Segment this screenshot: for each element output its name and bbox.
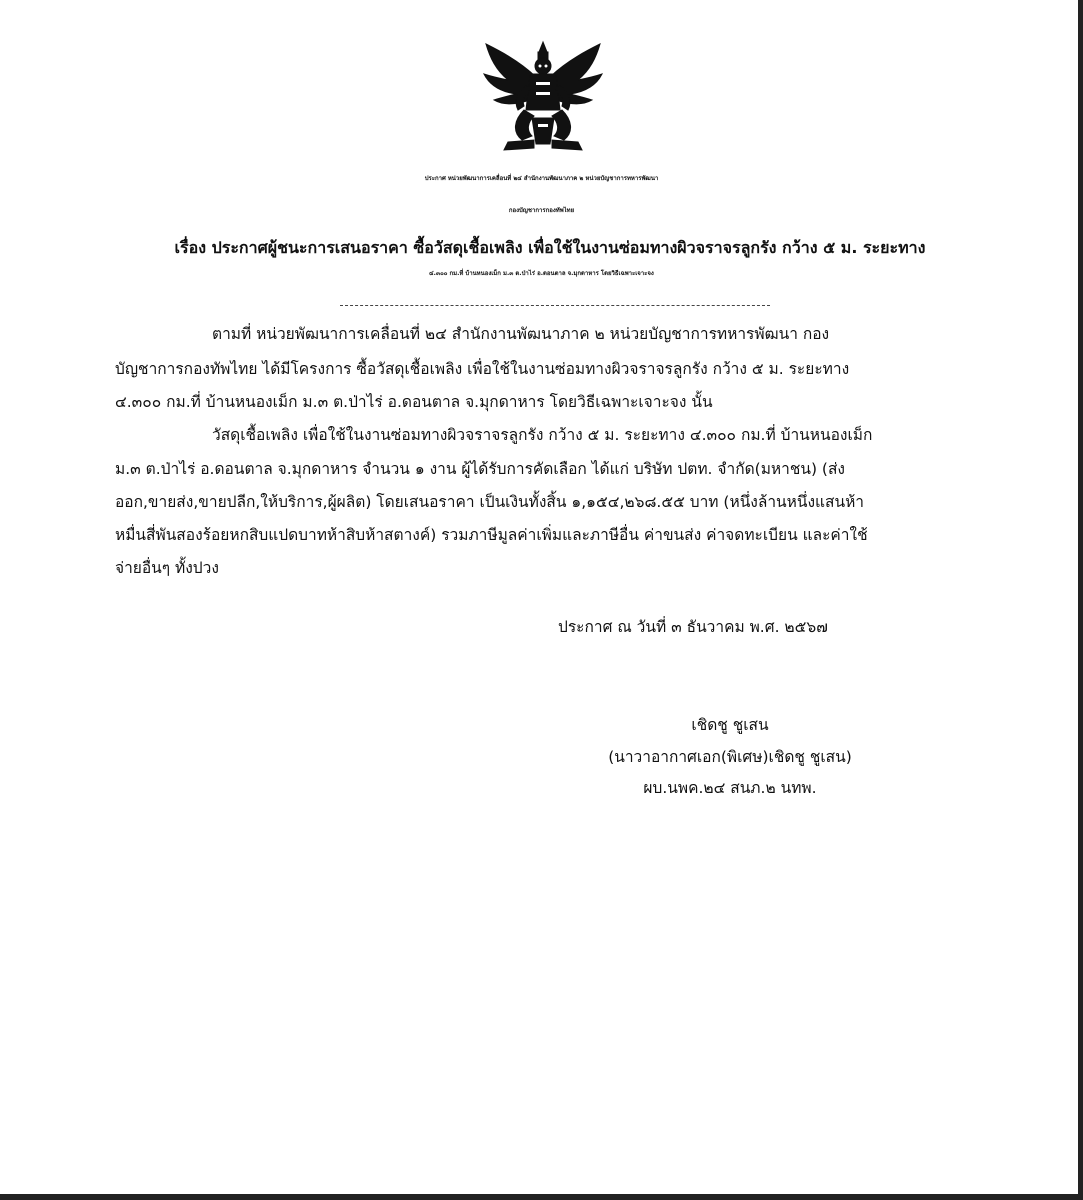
- header-line-4: ๔.๓๐๐ กม.ที่ บ้านหนองเม็ก ม.๓ ต.ป่าไร่ อ.ดอนตาล จ.มุกดาหาร โดยวิธีเฉพาะเจาะจง: [429, 270, 654, 277]
- paragraph-1-line-2: บัญชาการกองทัพไทย ได้มีโครงการ ซื้อวัสดุเชื้อเพลิง เพื่อใช้ในงานซ่อมทางผิวจราจรลูกรัง กว้าง ๕ ม. ระยะทาง: [115, 360, 850, 378]
- paragraph-2-line-2: ม.๓ ต.ป่าไร่ อ.ดอนตาล จ.มุกดาหาร จำนวน ๑ งาน ผู้ได้รับการคัดเลือก ได้แก่ บริษัท ปตท. จำกัด(มหาชน) (ส่ง: [115, 460, 845, 478]
- paragraph-1-line-1: ตามที่ หน่วยพัฒนาการเคลื่อนที่ ๒๔ สำนักงานพัฒนาภาค ๒ หน่วยบัญชาการทหารพัฒนา กอง: [212, 325, 830, 343]
- paragraph-2-line-3: ออก,ขายส่ง,ขายปลีก,ให้บริการ,ผู้ผลิต) โดยเสนอราคา เป็นเงินทั้งสิ้น ๑,๑๕๔,๒๖๘.๕๕ บาท (หนึ่งล้านหนึ่งแสนห้า: [115, 493, 865, 511]
- paragraph-2-line-5: จ่ายอื่นๆ ทั้งปวง: [115, 559, 219, 577]
- scan-border-right: [1078, 0, 1083, 1200]
- header-line-1: ประกาศ หน่วยพัฒนาการเคลื่อนที่ ๒๔ สำนักงานพัฒนาภาค ๒ หน่วยบัญชาการทหารพัฒนา: [424, 175, 659, 182]
- signature-name: เชิดชู ชูเสน: [691, 716, 769, 734]
- paragraph-1-line-3: ๔.๓๐๐ กม.ที่ บ้านหนองเม็ก ม.๓ ต.ป่าไร่ อ.ดอนตาล จ.มุกดาหาร โดยวิธีเฉพาะเจาะจง นั้น: [115, 393, 713, 411]
- announcement-date: ประกาศ ณ วันที่ ๓ ธันวาคม พ.ศ. ๒๕๖๗: [558, 618, 828, 636]
- header-divider: [340, 305, 770, 306]
- scan-border-bottom: [0, 1194, 1083, 1200]
- header-line-3: เรื่อง ประกาศผู้ชนะการเสนอราคา ซื้อวัสดุเชื้อเพลิง เพื่อใช้ในงานซ่อมทางผิวจราจรลูกรัง กว้าง ๕ ม. ระยะทาง: [174, 238, 926, 257]
- signature-position: ผบ.นพค.๒๔ สนภ.๒ นทพ.: [643, 779, 817, 797]
- garuda-emblem-icon: [478, 40, 608, 158]
- paragraph-2-line-1: วัสดุเชื้อเพลิง เพื่อใช้ในงานซ่อมทางผิวจราจรลูกรัง กว้าง ๕ ม. ระยะทาง ๔.๓๐๐ กม.ที่ บ้านหนองเม็ก: [212, 426, 873, 444]
- paragraph-2-line-4: หมื่นสี่พันสองร้อยหกสิบแปดบาทห้าสิบห้าสตางค์) รวมภาษีมูลค่าเพิ่มและภาษีอื่น ค่าขนส่ง ค่าจดทะเบียน และค่าใช้: [115, 526, 868, 544]
- header-line-2: กองบัญชาการกองทัพไทย: [508, 207, 575, 214]
- signature-rank-name: (นาวาอากาศเอก(พิเศษ)เชิดชู ชูเสน): [608, 748, 852, 766]
